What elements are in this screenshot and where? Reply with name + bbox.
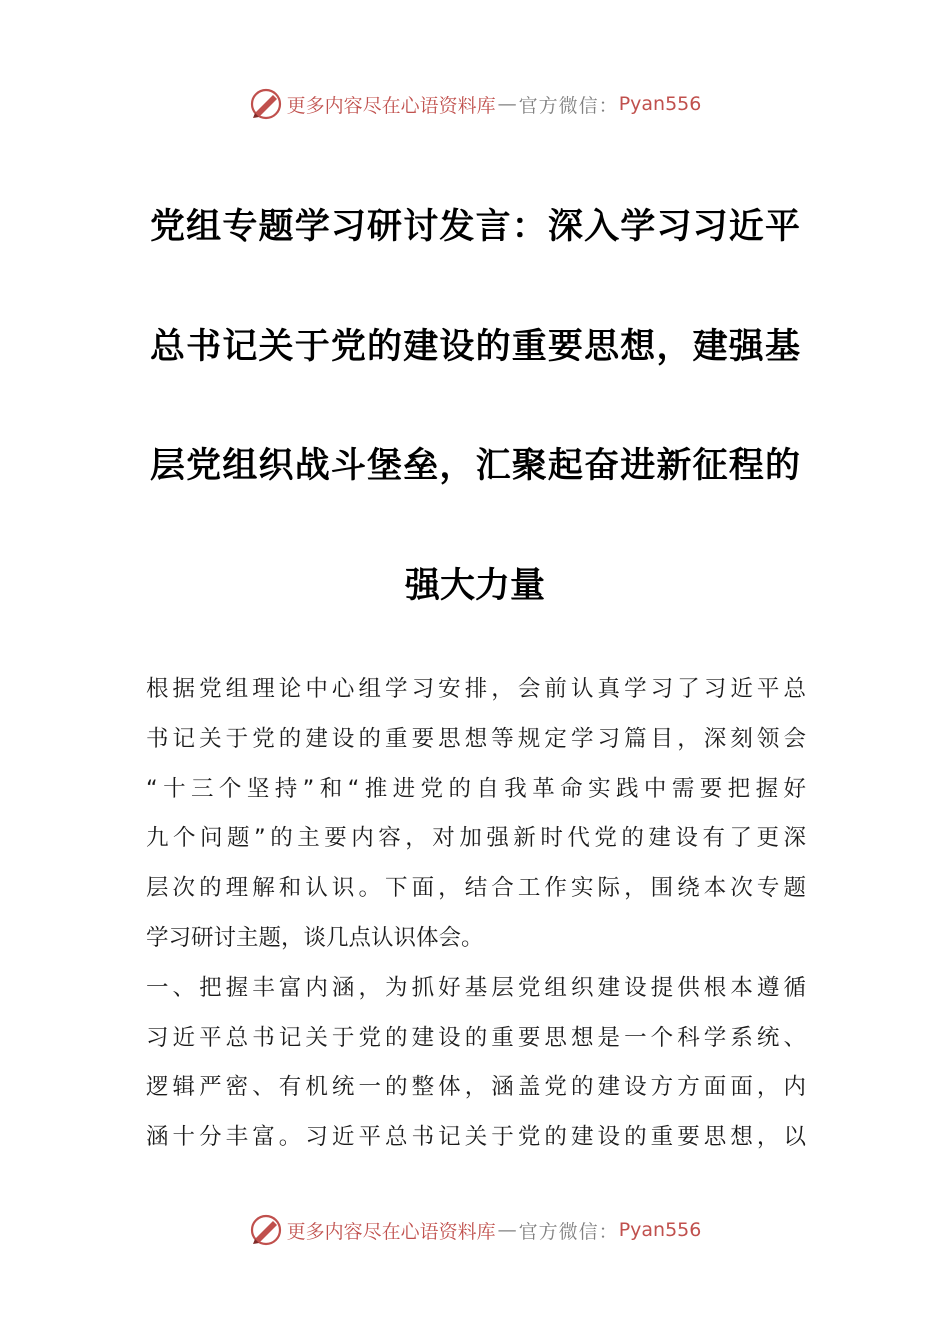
watermark-wechat-id: Pyan556 [618,1219,702,1241]
body-line: 书记关于党的建设的重要思想等规定学习篇目，深刻领会 [146,725,806,752]
header-watermark [0,84,950,124]
watermark-wechat-id: Pyan556 [618,93,702,115]
body-line: 根据党组理论中心组学习安排，会前认真学习了习近平总 [146,676,806,702]
footer-watermark [0,1210,950,1250]
watermark-main-text: 更多内容尽在心语资料库 [286,1220,496,1243]
pen-logo-icon [249,1213,283,1247]
body-line: 习近平总书记关于党的建设的重要思想是一个科学系统、 [146,1024,806,1051]
body-line: “十三个坚持”和“推进党的自我革命实践中需要把握好 [146,775,806,802]
watermark-wechat-label: 官方微信： [518,94,619,117]
body-line: 逻辑严密、有机统一的整体，涵盖党的建设方方面面，内 [146,1074,806,1101]
title-line: 强大力量 [404,565,545,606]
body-line: 九个问题”的主要内容，对加强新时代党的建设有了更深 [146,825,806,852]
watermark-dash: — [497,93,517,115]
body-line: 涵十分丰富。习近平总书记关于党的建设的重要思想，以 [146,1124,806,1151]
title-line: 党组专题学习研讨发言：深入学习习近平 [150,207,800,247]
pen-logo-icon [249,87,283,121]
watermark-main-text: 更多内容尽在心语资料库 [286,94,496,117]
watermark-dash: — [497,1219,517,1241]
document-title [150,168,800,646]
body-line: 层次的理解和认识。下面，结合工作实际，围绕本次专题 [146,875,806,902]
title-line: 总书记关于党的建设的重要思想，建强基 [150,326,800,367]
body-line: 学习研讨主题，谈几点认识体会。 [146,924,484,951]
section-heading: 一、把握丰富内涵，为抓好基层党组织建设提供根本遵循 [146,974,806,1001]
watermark-wechat-label: 官方微信： [518,1220,619,1243]
document-body [146,665,806,1163]
title-line: 层党组织战斗堡垒，汇聚起奋进新征程的 [150,446,800,486]
